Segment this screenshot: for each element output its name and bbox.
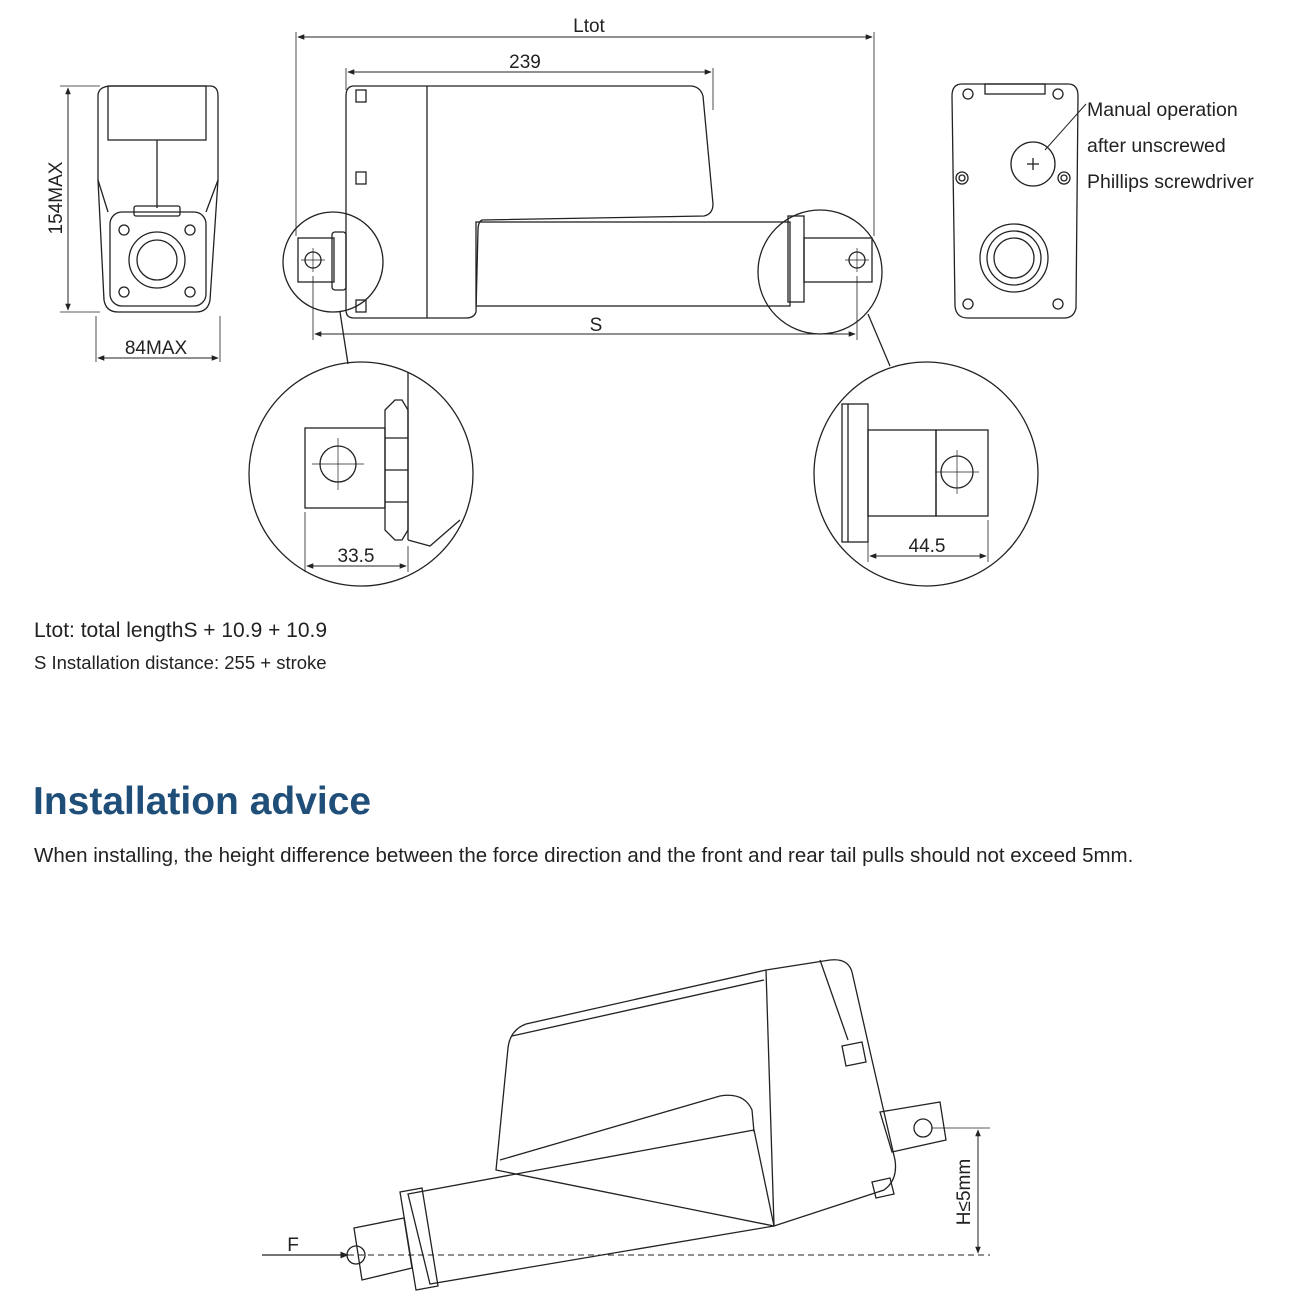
height-tolerance-label: H≤5mm [954,1158,975,1226]
manual-note-line2: after unscrewed [1087,135,1226,157]
dim-44-5: 44.5 [908,536,946,557]
dim-239: 239 [509,52,541,73]
ltot-formula: Ltot: total lengthS + 10.9 + 10.9 [34,619,328,642]
side-view [283,86,890,366]
installation-advice-text: When installing, the height difference between the force direction and the front and rear tail pulls should not exceed 5mm. [34,844,1134,867]
dim-154max: 154MAX [46,161,67,235]
manual-operation-note [1087,92,1254,200]
dim-s: S [589,315,603,336]
rear-view [952,84,1086,318]
front-view [98,86,218,312]
manual-note-line1: Manual operation [1087,99,1238,121]
force-label: F [287,1235,299,1256]
dim-ltot: Ltot [573,16,605,37]
dim-84max: 84MAX [124,338,188,359]
dim-33-5: 33.5 [337,546,375,567]
installation-advice-heading: Installation advice [33,780,372,823]
manual-note-line3: Phillips screwdriver [1087,171,1254,193]
install-distance-formula: S Installation distance: 255 + stroke [34,652,327,673]
installation-actuator-drawing [347,960,946,1290]
